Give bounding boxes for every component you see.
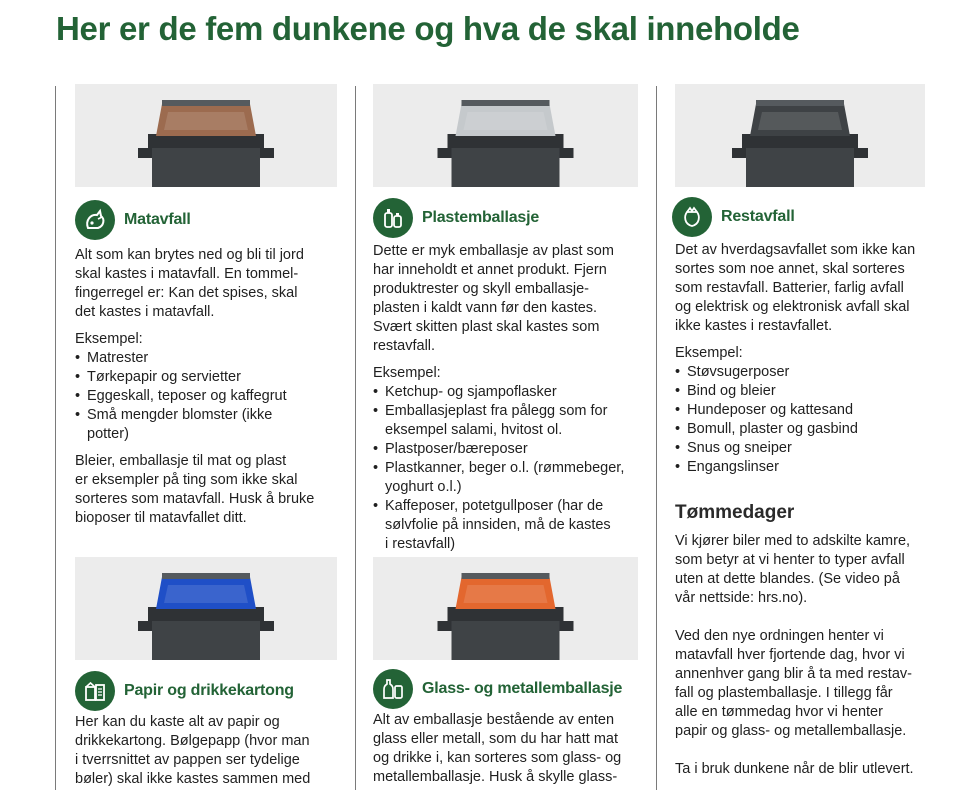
text-line: uten at dette blandes. (Se video på bbox=[675, 571, 900, 587]
text-line: har inneholdt et annet produkt. Fjern bbox=[373, 262, 607, 278]
list-item-text: i restavfall) bbox=[385, 536, 456, 552]
list-item bbox=[75, 406, 345, 444]
list-item-text: Plastkanner, beger o.l. (rømmebeger, bbox=[385, 460, 625, 476]
bin-lid-highlight bbox=[164, 585, 248, 603]
bin-body bbox=[452, 619, 560, 660]
example-label: Eksempel: bbox=[75, 331, 143, 347]
bin-handle-right bbox=[260, 621, 274, 631]
bin-photo bbox=[675, 84, 925, 187]
outro-text bbox=[75, 452, 345, 528]
bin-body bbox=[452, 146, 560, 187]
bin-photo bbox=[75, 84, 337, 187]
text-line: som restavfall. Batterier, farlig avfall bbox=[675, 280, 904, 296]
example-list bbox=[75, 349, 345, 444]
intro-text bbox=[75, 246, 345, 322]
intro-text bbox=[373, 711, 645, 787]
bin-lid-highlight bbox=[464, 112, 548, 130]
bin-handle-right bbox=[560, 621, 574, 631]
bin-handle-left bbox=[138, 148, 152, 158]
list-item bbox=[75, 349, 345, 368]
text-line: ikke kastes i restavfallet. bbox=[675, 318, 833, 334]
text-line: som betyr at vi henter to typer avfall bbox=[675, 552, 905, 568]
list-item bbox=[675, 382, 935, 401]
brown-bin-image bbox=[75, 84, 337, 187]
bin-rim bbox=[448, 607, 564, 621]
page-title: Her er de fem dunkene og hva de skal inneholde bbox=[56, 10, 800, 47]
list-item-text: Støvsugerposer bbox=[687, 364, 790, 380]
text-line: er eksempler på ting som ikke skal bbox=[75, 472, 298, 488]
column-divider bbox=[355, 86, 356, 790]
glass-metal-icon bbox=[373, 669, 413, 709]
bin-lid-highlight bbox=[758, 112, 842, 130]
bin-handle-left bbox=[138, 621, 152, 631]
text-line: det kastes i matavfall. bbox=[75, 304, 215, 320]
list-item-text: Matrester bbox=[87, 350, 149, 366]
text-line: Bleier, emballasje til mat og plast bbox=[75, 453, 287, 469]
example-label: Eksempel: bbox=[373, 365, 441, 381]
bin-handle-right bbox=[854, 148, 868, 158]
bin-lid-hinge bbox=[162, 573, 250, 579]
text-line: metallemballasje. Husk å skylle glass- bbox=[373, 769, 618, 785]
list-item-text: Hundeposer og kattesand bbox=[687, 402, 854, 418]
text-line: alle en tømmedag hvor vi henter bbox=[675, 704, 883, 720]
list-item-text: potter) bbox=[87, 426, 129, 442]
text-line: Ta i bruk dunkene når de blir utlevert. bbox=[675, 761, 914, 777]
bin-rim bbox=[742, 134, 858, 148]
heading-matavfall: Matavfall bbox=[124, 211, 191, 228]
text-line: Alt av emballasje bestående av enten bbox=[373, 712, 615, 728]
bin-body bbox=[152, 619, 260, 660]
list-item bbox=[373, 440, 645, 459]
example-list bbox=[373, 383, 645, 554]
list-item bbox=[675, 363, 935, 382]
plastic-bottles-icon bbox=[373, 198, 413, 238]
text-line: annenhver gang blir å ta med restav- bbox=[675, 666, 912, 682]
list-item bbox=[675, 439, 935, 458]
text-line: Ved den nye ordningen henter vi bbox=[675, 628, 884, 644]
food-waste-icon bbox=[75, 200, 115, 240]
paper-cartons-icon bbox=[75, 671, 115, 711]
list-item-text: Engangslinser bbox=[687, 459, 779, 475]
intro-text bbox=[675, 241, 935, 336]
heading-plastemballasje: Plastemballasje bbox=[422, 209, 540, 226]
list-item-text: Kaffeposer, potetgullposer (har de bbox=[385, 498, 604, 514]
text-line: glass eller metall, som du har hatt mat bbox=[373, 731, 618, 747]
list-item-text: eksempel salami, hvitost ol. bbox=[385, 422, 563, 438]
text-line: Alt som kan brytes ned og bli til jord bbox=[75, 247, 304, 263]
bin-lid-hinge bbox=[462, 573, 550, 579]
heading-restavfall: Restavfall bbox=[721, 208, 795, 225]
bin-handle-left bbox=[732, 148, 746, 158]
text-line: Svært skitten plast skal kastes som bbox=[373, 319, 600, 335]
text-line: fall og plastemballasje. I tillegg får bbox=[675, 685, 893, 701]
column-divider bbox=[55, 86, 56, 790]
text-line: bioposer til matavfallet ditt. bbox=[75, 510, 247, 526]
bin-body bbox=[152, 146, 260, 187]
orange-bin-image bbox=[373, 557, 638, 660]
list-item bbox=[675, 401, 935, 420]
collection-paragraph-1 bbox=[675, 532, 937, 608]
bin-body bbox=[746, 146, 854, 187]
bin-rim bbox=[148, 134, 264, 148]
trash-bag-icon bbox=[672, 197, 712, 237]
text-line: skal kastes i matavfall. En tommel- bbox=[75, 266, 299, 282]
grey-bin-image bbox=[373, 84, 638, 187]
column-divider bbox=[656, 86, 657, 790]
text-line: sorteres som matavfall. Husk å bruke bbox=[75, 491, 315, 507]
list-item bbox=[373, 383, 645, 402]
list-item bbox=[675, 458, 935, 477]
text-line: og elektrisk og elektronisk avfall skal bbox=[675, 299, 910, 315]
list-item bbox=[373, 459, 645, 497]
text-line: bøler) skal ikke kastes sammen med bbox=[75, 771, 311, 787]
list-item-text: yoghurt o.l.) bbox=[385, 479, 462, 495]
black-bin-image bbox=[675, 84, 925, 187]
bin-rim bbox=[148, 607, 264, 621]
list-item-text: Plastposer/bæreposer bbox=[385, 441, 528, 457]
text-line: drikkekartong. Bølgepapp (hvor man bbox=[75, 733, 310, 749]
list-item bbox=[373, 402, 645, 440]
heading-glass: Glass- og metallemballasje bbox=[422, 680, 623, 697]
bin-lid-hinge bbox=[756, 100, 844, 106]
list-item-text: Eggeskall, teposer og kaffegrut bbox=[87, 388, 287, 404]
list-item-text: Små mengder blomster (ikke bbox=[87, 407, 273, 423]
collection-paragraph-2 bbox=[675, 627, 937, 741]
bin-handle-right bbox=[560, 148, 574, 158]
bin-handle-right bbox=[260, 148, 274, 158]
bin-lid-hinge bbox=[162, 100, 250, 106]
collection-paragraph-3 bbox=[675, 760, 937, 779]
text-line: Det av hverdagsavfallet som ikke kan bbox=[675, 242, 916, 258]
list-item bbox=[675, 420, 935, 439]
blue-bin-image bbox=[75, 557, 337, 660]
text-line: og drikke i, kan sorteres som glass- og bbox=[373, 750, 622, 766]
bin-photo bbox=[373, 557, 638, 660]
text-line: restavfall. bbox=[373, 338, 436, 354]
list-item-text: Bomull, plaster og gasbind bbox=[687, 421, 858, 437]
text-line: sortes som noe annet, skal sorteres bbox=[675, 261, 905, 277]
list-item-text: Snus og sneiper bbox=[687, 440, 792, 456]
text-line: Her kan du kaste alt av papir og bbox=[75, 714, 280, 730]
list-item-text: Emballasjeplast fra pålegg som for bbox=[385, 403, 608, 419]
bin-photo bbox=[75, 557, 337, 660]
list-item bbox=[75, 368, 345, 387]
intro-text bbox=[75, 713, 345, 789]
list-item bbox=[75, 387, 345, 406]
bin-photo bbox=[373, 84, 638, 187]
heading-papir: Papir og drikkekartong bbox=[124, 682, 294, 699]
text-line: i tverrsnittet av pappen ser tydelige bbox=[75, 752, 300, 768]
text-line: produktrester og skyll emballasje- bbox=[373, 281, 589, 297]
example-label: Eksempel: bbox=[675, 345, 743, 361]
bin-handle-left bbox=[438, 148, 452, 158]
list-item bbox=[373, 497, 645, 554]
text-line: Dette er myk emballasje av plast som bbox=[373, 243, 614, 259]
list-item-text: sølvfolie på innsiden, må de kastes bbox=[385, 517, 611, 533]
bin-handle-left bbox=[438, 621, 452, 631]
text-line: plasten i kaldt vann før den kastes. bbox=[373, 300, 598, 316]
text-line: matavfall hver fjortende dag, hvor vi bbox=[675, 647, 905, 663]
text-line: Vi kjører biler med to adskilte kamre, bbox=[675, 533, 911, 549]
intro-text bbox=[373, 242, 645, 356]
text-line: vår nettside: hrs.no). bbox=[675, 590, 808, 606]
bin-lid-highlight bbox=[464, 585, 548, 603]
collection-days-heading: Tømmedager bbox=[675, 502, 795, 523]
bin-rim bbox=[448, 134, 564, 148]
list-item-text: Bind og bleier bbox=[687, 383, 776, 399]
text-line: fingerregel er: Kan det spises, skal bbox=[75, 285, 298, 301]
list-item-text: Tørkepapir og servietter bbox=[87, 369, 241, 385]
bin-lid-highlight bbox=[164, 112, 248, 130]
example-list bbox=[675, 363, 935, 477]
bin-lid-hinge bbox=[462, 100, 550, 106]
text-line: papir og glass- og metallemballasje. bbox=[675, 723, 907, 739]
list-item-text: Ketchup- og sjampoflasker bbox=[385, 384, 557, 400]
